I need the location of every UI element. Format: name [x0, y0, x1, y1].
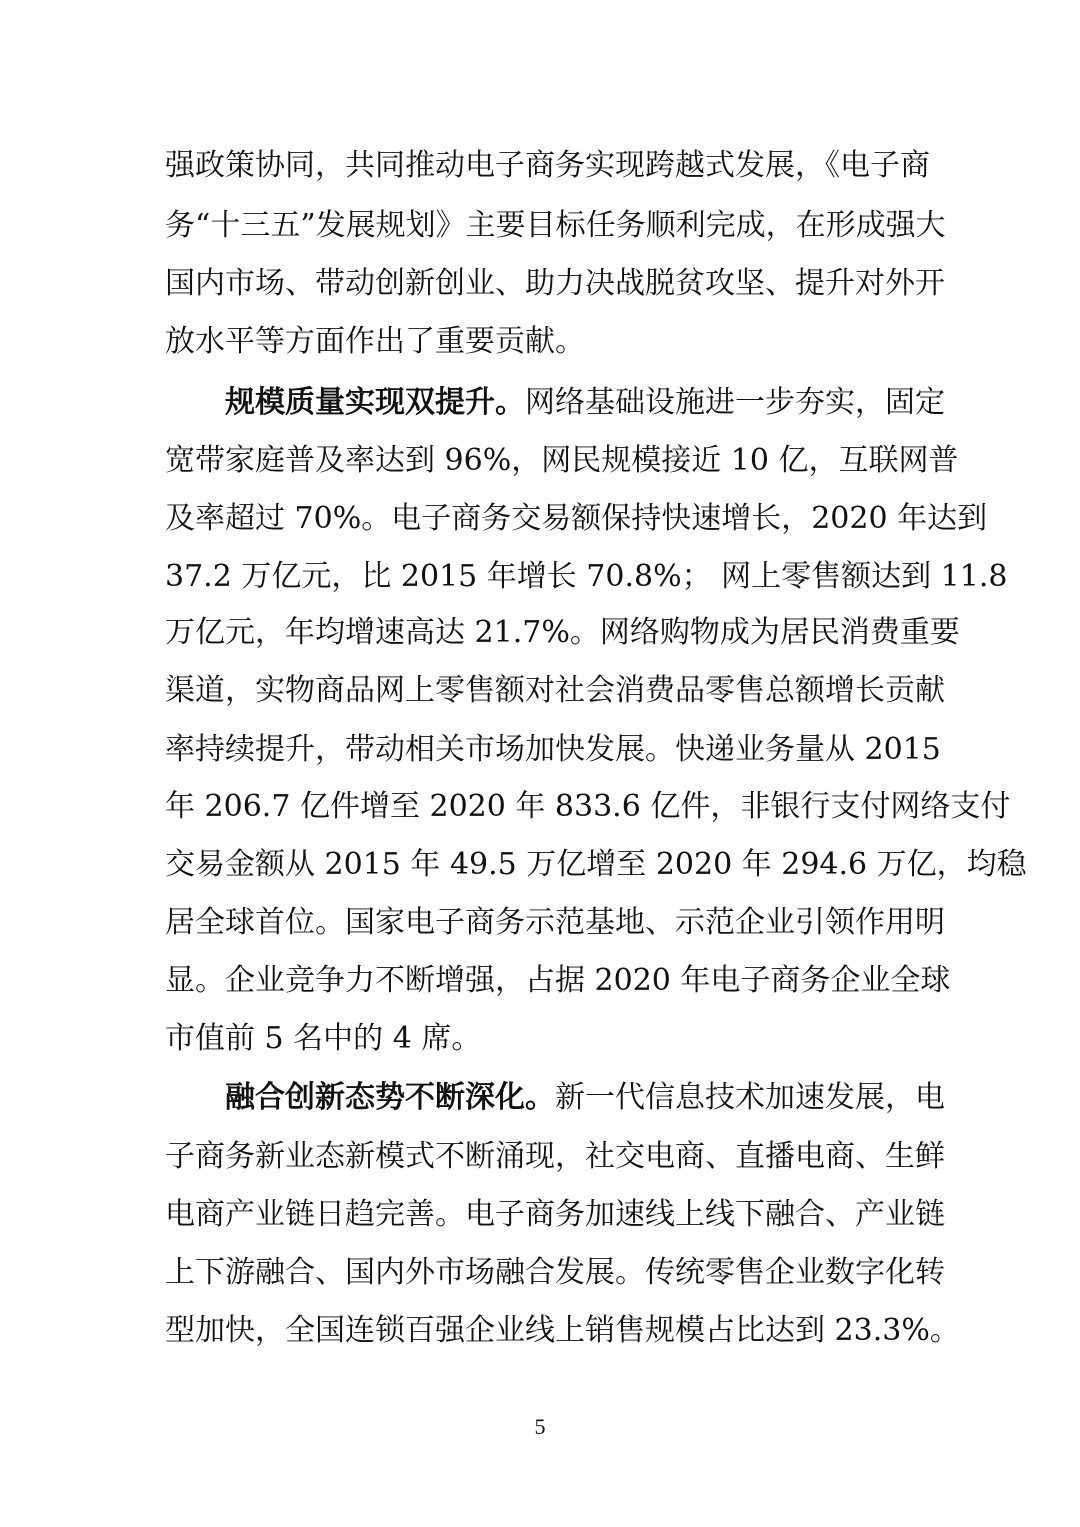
paragraph-2-line-3: 及率超过 70%。电子商务交易额保持快速增长，2020 年达到: [165, 501, 988, 536]
paragraph-1-line-1: 强政策协同，共同推动电子商务实现跨越式发展，《电子商: [165, 148, 930, 183]
paragraph-1-line-2: 务“十三五”发展规划》主要目标任务顺利完成，在形成强大: [165, 208, 946, 243]
paragraph-2-line-10: 居全球首位。国家电子商务示范基地、示范企业引领作用明: [165, 905, 945, 940]
paragraph-2-line-6: 渠道，实物商品网上零售额对社会消费品零售总额增长贡献: [165, 673, 945, 708]
paragraph-2-line-4: 37.2 万亿元，比 2015 年增长 70.8%； 网上零售额达到 11.8: [165, 559, 1008, 594]
paragraph-3-line-1: [225, 1070, 945, 1126]
paragraph-2-heading: 规模质量实现双提升。: [225, 385, 525, 420]
paragraph-2-line-1: [225, 375, 945, 431]
paragraph-2-line-5: 万亿元，年均增速高达 21.7%。网络购物成为居民消费重要: [165, 615, 960, 650]
paragraph-3-heading: 融合创新态势不断深化。: [225, 1080, 555, 1115]
paragraph-2-line-9: 交易金额从 2015 年 49.5 万亿增至 2020 年 294.6 万亿，均稳: [165, 847, 1027, 882]
paragraph-2-line-2: 宽带家庭普及率达到 96%，网民规模接近 10 亿，互联网普: [165, 443, 959, 478]
paragraph-2-line-11: 显。企业竞争力不断增强，占据 2020 年电子商务企业全球: [165, 963, 951, 998]
paragraph-3-line-5: 型加快，全国连锁百强企业线上销售规模占比达到 23.3%。: [165, 1313, 960, 1348]
paragraph-3-line-4: 上下游融合、国内外市场融合发展。传统零售企业数字化转: [165, 1255, 945, 1290]
paragraph-2-line-1-text: 网络基础设施进一步夯实，固定: [525, 385, 945, 420]
paragraph-2-line-8: 年 206.7 亿件增至 2020 年 833.6 亿件，非银行支付网络支付: [165, 789, 1011, 824]
page-number: 5: [534, 1414, 546, 1439]
paragraph-3-line-3: 电商产业链日趋完善。电子商务加速线上线下融合、产业链: [165, 1197, 945, 1232]
paragraph-2-line-12: 市值前 5 名中的 4 席。: [165, 1021, 482, 1056]
paragraph-2-line-7: 率持续提升，带动相关市场加快发展。快递业务量从 2015: [165, 732, 941, 767]
paragraph-1-line-4: 放水平等方面作出了重要贡献。: [165, 324, 585, 359]
paragraph-1-line-3: 国内市场、带动创新创业、助力决战脱贫攻坚、提升对外开: [165, 266, 945, 301]
paragraph-3-line-1-text: 新一代信息技术加速发展，电: [555, 1080, 945, 1115]
paragraph-3-line-2: 子商务新业态新模式不断涌现，社交电商、直播电商、生鲜: [165, 1139, 945, 1174]
